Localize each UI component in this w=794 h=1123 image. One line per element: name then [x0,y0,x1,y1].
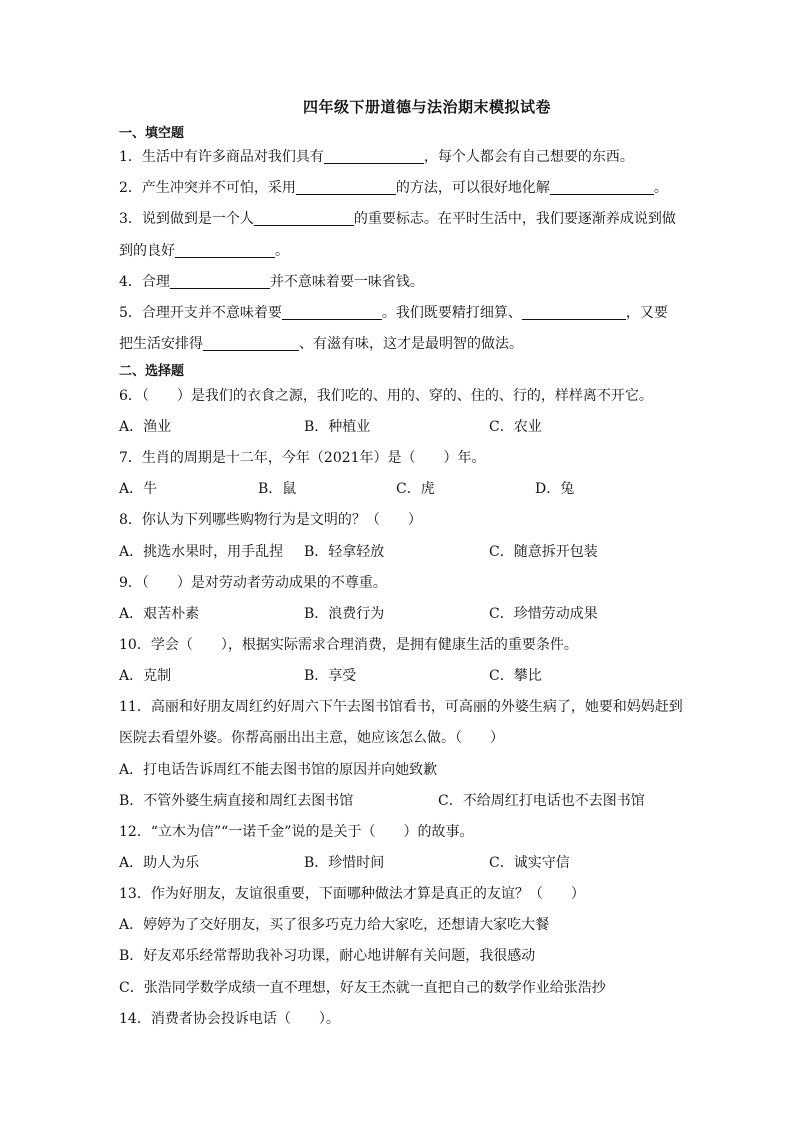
question-11: 11．高丽和好朋友周红约好周六下午去图书馆看书，可高丽的外婆生病了，她要和妈妈赶到 [119,699,683,715]
q3-text-d: 。 [275,243,289,259]
question-11-cont: 医院去看望外婆。你帮高丽出出主意，她应该怎么做。（ ） [119,730,504,746]
question-4 [119,271,689,291]
q12-option-a: A．助人为乐 [119,855,200,871]
q8-option-a: A．挑选水果时，用手乱捏 [119,544,284,560]
q5-text-d: 把生活安排得 [119,336,203,352]
q2-text-a: 2．产生冲突并不可怕，采用 [119,180,296,196]
question-6: 6．（ ）是我们的衣食之源，我们吃的、用的、穿的、住的、行的，样样离不开它。 [119,388,653,404]
q10-option-a: A．克制 [119,668,172,684]
q3-text-a: 3．说到做到是一个人 [119,211,254,227]
answer-blank [550,180,654,195]
q10-option-c: C．攀比 [489,668,542,684]
question-12: 12．“立木为信”“一诺千金”说的是关于（ ）的故事。 [119,824,474,840]
q11-option-a: A．打电话告诉周红不能去图书馆的原因并向她致歉 [119,762,438,778]
question-5 [119,302,689,322]
answer-blank [282,305,382,320]
q7-option-b: B．鼠 [258,481,297,497]
page-title: 四年级下册道德与法治期末模拟试卷 [302,98,551,116]
q2-text-b: 的方法，可以很好地化解 [395,180,550,196]
q1-text-b: ，每个人都会有自己想要的东西。 [423,149,634,165]
q9-option-b: B．浪费行为 [304,606,385,622]
q11-option-c: C．不给周红打电话也不去图书馆 [438,793,645,809]
answer-blank [203,336,299,351]
q9-option-c: C．珍惜劳动成果 [489,606,598,622]
answer-blank [522,305,626,320]
section-choice-heading: 二、选择题 [119,364,185,379]
question-2 [119,177,689,197]
q12-option-c: C．诚实守信 [489,855,570,871]
q13-option-b: B．好友邓乐经常帮助我补习功课，耐心地讲解有关问题，我很感动 [119,948,536,964]
question-3-cont [119,240,689,260]
answer-blank [324,149,424,164]
question-13: 13．作为好朋友，友谊很重要，下面哪种做法才算是真正的友谊？（ ） [119,886,585,902]
section-fill-heading: 一、填空题 [119,126,185,141]
q12-option-b: B．珍惜时间 [304,855,385,871]
question-14: 14．消费者协会投诉电话（ ）。 [119,1011,340,1027]
q13-option-c: C．张浩同学数学成绩一直不理想，好友王杰就一直把自己的数学作业给张浩抄 [119,980,606,996]
q5-text-b: 。我们既要精打细算、 [381,305,522,321]
question-10: 10．学会（ ），根据实际需求合理消费，是拥有健康生活的重要条件。 [119,637,578,653]
answer-blank [254,211,354,226]
q3-text-b: 的重要标志。在平时生活中，我们要逐渐养成说到做 [353,211,676,227]
q13-option-a: A．婷婷为了交好朋友，买了很多巧克力给大家吃，还想请大家吃大餐 [119,917,550,933]
q1-text-a: 1．生活中有许多商品对我们具有 [119,149,324,165]
q4-text-b: 并不意味着要一味省钱。 [269,274,424,290]
q5-text-a: 5．合理开支并不意味着要 [119,305,282,321]
answer-blank [170,274,270,289]
q10-option-b: B．享受 [304,668,357,684]
q4-text-a: 4．合理 [119,274,170,290]
q3-text-c: 到的良好 [119,243,175,259]
question-9: 9．（ ）是对劳动者劳动成果的不尊重。 [119,575,387,591]
q9-option-a: A．艰苦朴素 [119,606,200,622]
q7-option-c: C．虎 [396,481,435,497]
question-3 [119,208,689,228]
q8-option-b: B．轻拿轻放 [304,544,385,560]
question-1 [119,146,689,166]
q6-option-a: A．渔业 [119,419,172,435]
answer-blank [296,180,396,195]
q11-option-b: B．不管外婆生病直接和周红去图书馆 [119,793,354,809]
q7-option-d: D．兔 [535,481,575,497]
question-5-cont [119,333,689,353]
q2-text-c: 。 [653,180,668,196]
q6-option-b: B．种植业 [304,419,371,435]
answer-blank [175,243,275,258]
q7-option-a: A．牛 [119,481,158,497]
question-7: 7．生肖的周期是十二年，今年（2021年）是（ ）年。 [119,450,486,466]
q5-text-c: ，又要 [625,305,668,321]
q6-option-c: C．农业 [489,419,542,435]
q8-option-c: C．随意拆开包装 [489,544,598,560]
q5-text-e: 、有滋有味，这才是最明智的做法。 [299,336,523,352]
question-8: 8．你认为下列哪些购物行为是文明的？（ ） [119,512,422,528]
